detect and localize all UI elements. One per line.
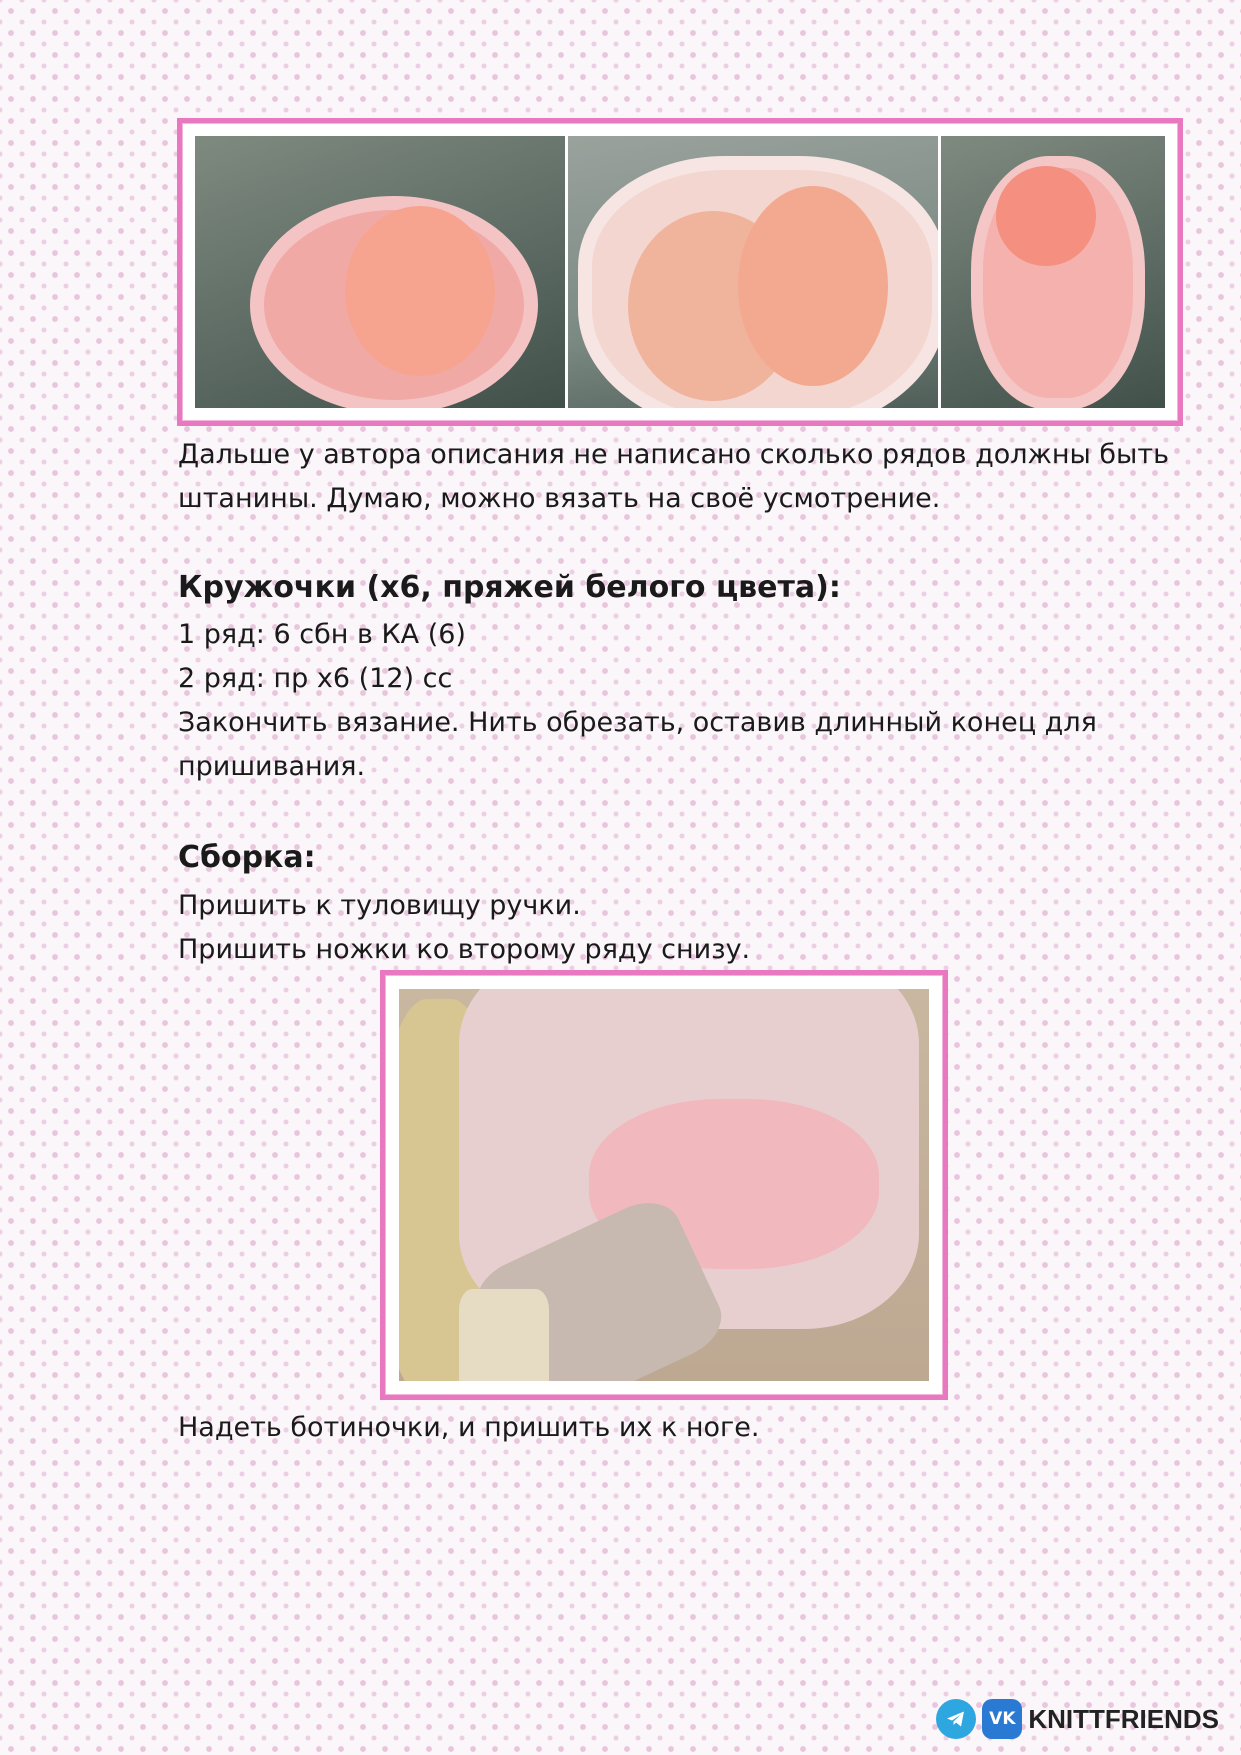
- brand-name: KNITTFRIENDS: [1028, 1703, 1219, 1734]
- assembly-heading: Сборка:: [178, 840, 316, 875]
- photo-crochet-piece-2: [568, 136, 938, 408]
- footer-branding: [936, 1699, 1219, 1739]
- circles-finish-line: Закончить вязание. Нить обрезать, оставив длинный конец для: [178, 707, 1097, 738]
- assembly-step-2: Пришить ножки ко второму ряду снизу.: [178, 934, 751, 965]
- circles-heading: Кружочки (х6, пряжей белого цвета):: [178, 570, 841, 605]
- circles-row-1: 1 ряд: 6 сбн в КА (6): [178, 619, 466, 650]
- assembly-step-1: Пришить к туловищу ручки.: [178, 890, 581, 921]
- photo-crochet-piece-1: [195, 136, 565, 408]
- telegram-icon[interactable]: [936, 1699, 976, 1739]
- paragraph-line: штанины. Думаю, можно вязать на своё усмотрение.: [178, 483, 941, 514]
- photo-assembly-frame: [380, 970, 948, 1400]
- vk-icon[interactable]: VK: [982, 1699, 1022, 1739]
- photo-strip: [195, 136, 1165, 408]
- paragraph-line: Дальше у автора описания не написано сколько рядов должны быть: [178, 439, 1170, 470]
- photo-crochet-assembly: [399, 989, 929, 1381]
- photo-strip-frame: [177, 118, 1183, 426]
- assembly-step-3: Надеть ботиночки, и пришить их к ноге.: [178, 1412, 760, 1443]
- photo-crochet-piece-3: [941, 136, 1165, 408]
- circles-row-2: 2 ряд: пр х6 (12) сс: [178, 663, 453, 694]
- circles-finish-line: пришивания.: [178, 751, 366, 782]
